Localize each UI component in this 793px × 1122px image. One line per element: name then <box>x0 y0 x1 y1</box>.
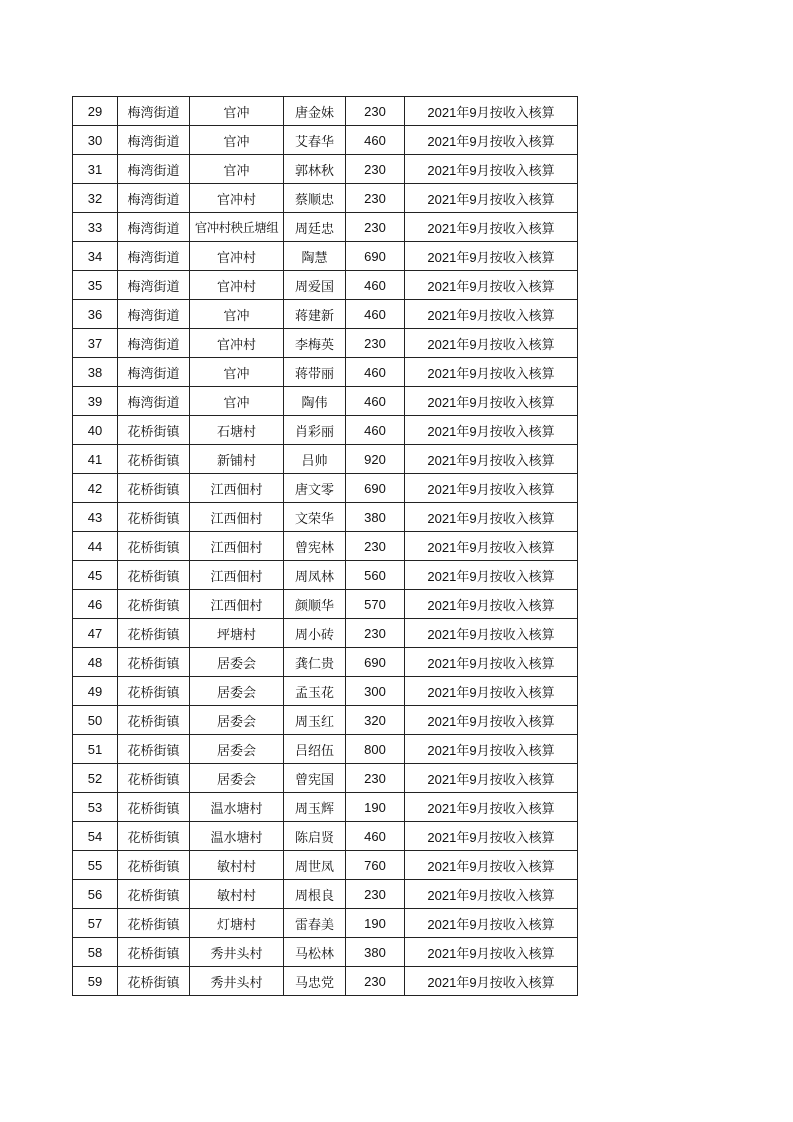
name-cell: 孟玉花 <box>284 677 346 706</box>
amount-cell: 230 <box>346 213 405 242</box>
row-number-cell: 42 <box>73 474 118 503</box>
note-cell: 2021年9月按收入核算 <box>405 677 578 706</box>
village-cell: 官冲村秧丘塘组 <box>190 213 284 242</box>
amount-cell: 230 <box>346 764 405 793</box>
row-number-cell: 51 <box>73 735 118 764</box>
note-cell: 2021年9月按收入核算 <box>405 242 578 271</box>
row-number-cell: 36 <box>73 300 118 329</box>
name-cell: 吕绍伍 <box>284 735 346 764</box>
note-cell: 2021年9月按收入核算 <box>405 358 578 387</box>
town-cell: 梅湾街道 <box>118 358 190 387</box>
town-cell: 花桥街镇 <box>118 764 190 793</box>
table-row <box>73 764 578 793</box>
table-row <box>73 735 578 764</box>
name-cell: 蔡顺忠 <box>284 184 346 213</box>
amount-cell: 690 <box>346 242 405 271</box>
amount-cell: 230 <box>346 880 405 909</box>
town-cell: 梅湾街道 <box>118 271 190 300</box>
note-cell: 2021年9月按收入核算 <box>405 967 578 996</box>
note-cell: 2021年9月按收入核算 <box>405 445 578 474</box>
note-cell: 2021年9月按收入核算 <box>405 416 578 445</box>
note-cell: 2021年9月按收入核算 <box>405 155 578 184</box>
village-cell: 灯塘村 <box>190 909 284 938</box>
row-number-cell: 46 <box>73 590 118 619</box>
row-number-cell: 52 <box>73 764 118 793</box>
name-cell: 蒋带丽 <box>284 358 346 387</box>
note-cell: 2021年9月按收入核算 <box>405 735 578 764</box>
amount-cell: 230 <box>346 329 405 358</box>
note-cell: 2021年9月按收入核算 <box>405 329 578 358</box>
amount-cell: 760 <box>346 851 405 880</box>
amount-cell: 920 <box>346 445 405 474</box>
village-cell: 官冲村 <box>190 184 284 213</box>
village-cell: 秀井头村 <box>190 938 284 967</box>
row-number-cell: 55 <box>73 851 118 880</box>
village-cell: 秀井头村 <box>190 967 284 996</box>
row-number-cell: 50 <box>73 706 118 735</box>
row-number-cell: 53 <box>73 793 118 822</box>
row-number-cell: 45 <box>73 561 118 590</box>
note-cell: 2021年9月按收入核算 <box>405 126 578 155</box>
village-cell: 居委会 <box>190 677 284 706</box>
row-number-cell: 41 <box>73 445 118 474</box>
table-row <box>73 474 578 503</box>
town-cell: 花桥街镇 <box>118 445 190 474</box>
note-cell: 2021年9月按收入核算 <box>405 851 578 880</box>
town-cell: 花桥街镇 <box>118 822 190 851</box>
table-row <box>73 184 578 213</box>
row-number-cell: 38 <box>73 358 118 387</box>
village-cell: 居委会 <box>190 648 284 677</box>
amount-cell: 380 <box>346 938 405 967</box>
name-cell: 郭林秋 <box>284 155 346 184</box>
amount-cell: 230 <box>346 155 405 184</box>
village-cell: 新铺村 <box>190 445 284 474</box>
table-row <box>73 706 578 735</box>
amount-cell: 460 <box>346 822 405 851</box>
recipients-table <box>72 96 578 996</box>
row-number-cell: 57 <box>73 909 118 938</box>
village-cell: 敏村村 <box>190 851 284 880</box>
name-cell: 吕帅 <box>284 445 346 474</box>
note-cell: 2021年9月按收入核算 <box>405 909 578 938</box>
town-cell: 梅湾街道 <box>118 300 190 329</box>
row-number-cell: 47 <box>73 619 118 648</box>
note-cell: 2021年9月按收入核算 <box>405 300 578 329</box>
name-cell: 唐文零 <box>284 474 346 503</box>
row-number-cell: 56 <box>73 880 118 909</box>
note-cell: 2021年9月按收入核算 <box>405 938 578 967</box>
amount-cell: 460 <box>346 387 405 416</box>
row-number-cell: 39 <box>73 387 118 416</box>
row-number-cell: 40 <box>73 416 118 445</box>
town-cell: 梅湾街道 <box>118 126 190 155</box>
town-cell: 梅湾街道 <box>118 97 190 126</box>
name-cell: 曾宪林 <box>284 532 346 561</box>
amount-cell: 320 <box>346 706 405 735</box>
table-row <box>73 155 578 184</box>
table-row <box>73 851 578 880</box>
amount-cell: 460 <box>346 271 405 300</box>
amount-cell: 690 <box>346 474 405 503</box>
table-row <box>73 387 578 416</box>
table-row <box>73 648 578 677</box>
table-row <box>73 880 578 909</box>
village-cell: 官冲村 <box>190 329 284 358</box>
table-row <box>73 938 578 967</box>
table-row <box>73 503 578 532</box>
amount-cell: 460 <box>346 358 405 387</box>
table-row <box>73 271 578 300</box>
name-cell: 周根良 <box>284 880 346 909</box>
amount-cell: 230 <box>346 967 405 996</box>
town-cell: 梅湾街道 <box>118 184 190 213</box>
village-cell: 江西佃村 <box>190 503 284 532</box>
table-row <box>73 793 578 822</box>
amount-cell: 230 <box>346 184 405 213</box>
town-cell: 花桥街镇 <box>118 851 190 880</box>
table-row <box>73 358 578 387</box>
amount-cell: 570 <box>346 590 405 619</box>
row-number-cell: 58 <box>73 938 118 967</box>
name-cell: 文荣华 <box>284 503 346 532</box>
note-cell: 2021年9月按收入核算 <box>405 561 578 590</box>
village-cell: 居委会 <box>190 706 284 735</box>
row-number-cell: 48 <box>73 648 118 677</box>
table-row <box>73 329 578 358</box>
note-cell: 2021年9月按收入核算 <box>405 619 578 648</box>
amount-cell: 230 <box>346 532 405 561</box>
village-cell: 江西佃村 <box>190 532 284 561</box>
note-cell: 2021年9月按收入核算 <box>405 764 578 793</box>
amount-cell: 190 <box>346 909 405 938</box>
name-cell: 周爱国 <box>284 271 346 300</box>
note-cell: 2021年9月按收入核算 <box>405 793 578 822</box>
town-cell: 花桥街镇 <box>118 590 190 619</box>
amount-cell: 230 <box>346 619 405 648</box>
table-row <box>73 445 578 474</box>
row-number-cell: 30 <box>73 126 118 155</box>
town-cell: 花桥街镇 <box>118 967 190 996</box>
town-cell: 花桥街镇 <box>118 561 190 590</box>
name-cell: 颜顺华 <box>284 590 346 619</box>
name-cell: 周世凤 <box>284 851 346 880</box>
amount-cell: 380 <box>346 503 405 532</box>
name-cell: 马松林 <box>284 938 346 967</box>
amount-cell: 460 <box>346 416 405 445</box>
table-row <box>73 561 578 590</box>
note-cell: 2021年9月按收入核算 <box>405 387 578 416</box>
table-row <box>73 416 578 445</box>
name-cell: 陶慧 <box>284 242 346 271</box>
village-cell: 官冲 <box>190 358 284 387</box>
town-cell: 花桥街镇 <box>118 648 190 677</box>
town-cell: 花桥街镇 <box>118 938 190 967</box>
note-cell: 2021年9月按收入核算 <box>405 474 578 503</box>
village-cell: 坪塘村 <box>190 619 284 648</box>
town-cell: 梅湾街道 <box>118 242 190 271</box>
amount-cell: 800 <box>346 735 405 764</box>
row-number-cell: 32 <box>73 184 118 213</box>
town-cell: 花桥街镇 <box>118 909 190 938</box>
amount-cell: 230 <box>346 97 405 126</box>
note-cell: 2021年9月按收入核算 <box>405 97 578 126</box>
town-cell: 花桥街镇 <box>118 735 190 764</box>
town-cell: 梅湾街道 <box>118 329 190 358</box>
table-row <box>73 909 578 938</box>
village-cell: 温水塘村 <box>190 793 284 822</box>
village-cell: 官冲 <box>190 300 284 329</box>
village-cell: 石塘村 <box>190 416 284 445</box>
table-row <box>73 532 578 561</box>
town-cell: 花桥街镇 <box>118 503 190 532</box>
village-cell: 温水塘村 <box>190 822 284 851</box>
town-cell: 花桥街镇 <box>118 880 190 909</box>
name-cell: 艾春华 <box>284 126 346 155</box>
town-cell: 花桥街镇 <box>118 416 190 445</box>
row-number-cell: 54 <box>73 822 118 851</box>
town-cell: 花桥街镇 <box>118 619 190 648</box>
table-row <box>73 242 578 271</box>
note-cell: 2021年9月按收入核算 <box>405 590 578 619</box>
village-cell: 江西佃村 <box>190 474 284 503</box>
amount-cell: 460 <box>346 300 405 329</box>
document-page <box>72 96 578 996</box>
town-cell: 花桥街镇 <box>118 474 190 503</box>
village-cell: 官冲村 <box>190 242 284 271</box>
note-cell: 2021年9月按收入核算 <box>405 822 578 851</box>
amount-cell: 560 <box>346 561 405 590</box>
table-row <box>73 677 578 706</box>
village-cell: 官冲 <box>190 97 284 126</box>
village-cell: 居委会 <box>190 735 284 764</box>
village-cell: 居委会 <box>190 764 284 793</box>
table-row <box>73 822 578 851</box>
amount-cell: 190 <box>346 793 405 822</box>
name-cell: 雷春美 <box>284 909 346 938</box>
name-cell: 陶伟 <box>284 387 346 416</box>
table-row <box>73 590 578 619</box>
row-number-cell: 43 <box>73 503 118 532</box>
row-number-cell: 31 <box>73 155 118 184</box>
village-cell: 官冲 <box>190 155 284 184</box>
note-cell: 2021年9月按收入核算 <box>405 213 578 242</box>
table-row <box>73 213 578 242</box>
note-cell: 2021年9月按收入核算 <box>405 648 578 677</box>
name-cell: 马忠党 <box>284 967 346 996</box>
row-number-cell: 44 <box>73 532 118 561</box>
note-cell: 2021年9月按收入核算 <box>405 706 578 735</box>
note-cell: 2021年9月按收入核算 <box>405 880 578 909</box>
name-cell: 龚仁贵 <box>284 648 346 677</box>
name-cell: 周凤林 <box>284 561 346 590</box>
name-cell: 周玉辉 <box>284 793 346 822</box>
row-number-cell: 33 <box>73 213 118 242</box>
name-cell: 李梅英 <box>284 329 346 358</box>
village-cell: 官冲 <box>190 387 284 416</box>
name-cell: 蒋建新 <box>284 300 346 329</box>
amount-cell: 460 <box>346 126 405 155</box>
note-cell: 2021年9月按收入核算 <box>405 271 578 300</box>
amount-cell: 690 <box>346 648 405 677</box>
name-cell: 周玉红 <box>284 706 346 735</box>
note-cell: 2021年9月按收入核算 <box>405 503 578 532</box>
name-cell: 陈启贤 <box>284 822 346 851</box>
town-cell: 花桥街镇 <box>118 706 190 735</box>
town-cell: 花桥街镇 <box>118 793 190 822</box>
table-row <box>73 300 578 329</box>
table-row <box>73 619 578 648</box>
row-number-cell: 59 <box>73 967 118 996</box>
name-cell: 肖彩丽 <box>284 416 346 445</box>
village-cell: 江西佃村 <box>190 590 284 619</box>
table-row <box>73 126 578 155</box>
town-cell: 梅湾街道 <box>118 213 190 242</box>
name-cell: 周廷忠 <box>284 213 346 242</box>
name-cell: 曾宪国 <box>284 764 346 793</box>
row-number-cell: 35 <box>73 271 118 300</box>
row-number-cell: 37 <box>73 329 118 358</box>
town-cell: 梅湾街道 <box>118 387 190 416</box>
village-cell: 官冲村 <box>190 271 284 300</box>
name-cell: 唐金妹 <box>284 97 346 126</box>
amount-cell: 300 <box>346 677 405 706</box>
table-row <box>73 967 578 996</box>
town-cell: 花桥街镇 <box>118 532 190 561</box>
town-cell: 梅湾街道 <box>118 155 190 184</box>
note-cell: 2021年9月按收入核算 <box>405 532 578 561</box>
village-cell: 敏村村 <box>190 880 284 909</box>
name-cell: 周小砖 <box>284 619 346 648</box>
village-cell: 官冲 <box>190 126 284 155</box>
note-cell: 2021年9月按收入核算 <box>405 184 578 213</box>
table-row <box>73 97 578 126</box>
row-number-cell: 34 <box>73 242 118 271</box>
town-cell: 花桥街镇 <box>118 677 190 706</box>
row-number-cell: 49 <box>73 677 118 706</box>
village-cell: 江西佃村 <box>190 561 284 590</box>
table-body <box>73 97 578 996</box>
row-number-cell: 29 <box>73 97 118 126</box>
